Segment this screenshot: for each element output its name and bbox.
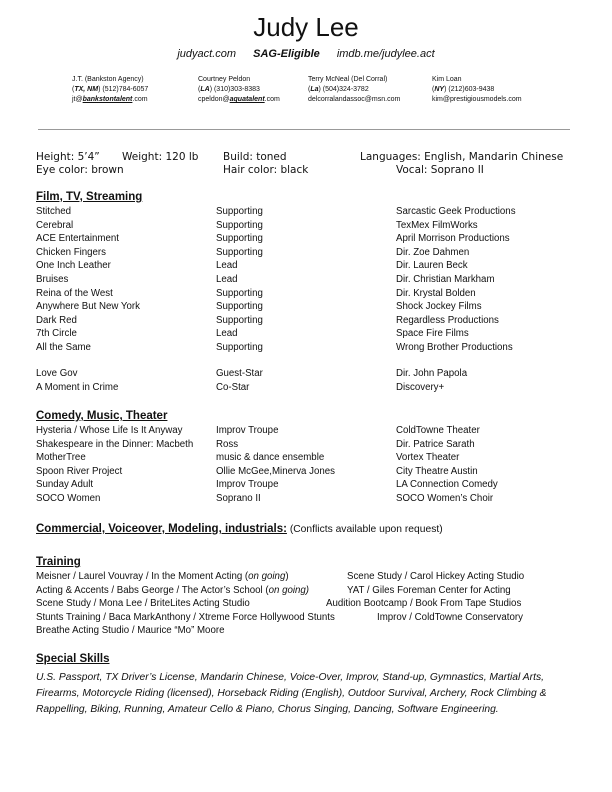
agent-phone: (512)784-6057 (102, 86, 149, 93)
header-links (0, 48, 612, 60)
credit-company: Shock Jockey Films (396, 301, 482, 313)
credit-company: Dir. Zoe Dahmen (396, 246, 470, 258)
training-note: on going) (268, 584, 310, 596)
credit-role: Soprano II (216, 493, 261, 504)
credit-company: Discovery+ (396, 381, 445, 393)
credit-role: Supporting (216, 314, 263, 326)
training-text: Meisner / Laurel Vouvray / In the Moment Acting ( (36, 571, 249, 582)
credit-company: Dir. John Papola (396, 368, 468, 379)
credit-role: Supporting (216, 206, 263, 217)
credit-title: Chicken Fingers (36, 246, 106, 258)
credit-role: Lead (216, 260, 238, 272)
skills-heading: Special Skills (36, 653, 110, 665)
training-text: Scene Study / Mona Lee / BriteLites Acting Studio (36, 598, 250, 610)
imdb-link[interactable]: imdb.me/judylee.act (336, 48, 435, 60)
training-entry (36, 612, 335, 623)
training-entry-right: Audition Bootcamp / Book From Tape Studios (326, 598, 522, 610)
agent-phone: (310)303-8383 (213, 86, 260, 93)
training-entry-right: Scene Study / Carol Hickey Acting Studio (347, 571, 525, 582)
commercial-heading: Commercial, Voiceover, Modeling, industrials: (36, 523, 287, 535)
divider (38, 129, 570, 130)
email-tld: .com (264, 96, 280, 103)
agent-region: NY (434, 86, 445, 93)
training-text: Stunts Training / Baca MarkAnthony / Xtreme Force Hollywood Stunts (36, 611, 335, 623)
credit-title: Sunday Adult (36, 479, 94, 491)
credit-company: Wrong Brother Productions (396, 342, 513, 353)
training-text-end: ) (285, 571, 289, 582)
commercial-note: (Conflicts available upon request) (289, 524, 443, 535)
credit-company: Vortex Theater (396, 452, 460, 464)
email-user[interactable]: kim@prestigiousmodels.com (432, 96, 522, 103)
stat-weight: Weight: 120 lb (122, 151, 199, 163)
commercial-section (36, 523, 443, 535)
stat-languages: Languages: English, Mandarin Chinese (360, 151, 564, 163)
agent-name: Courtney Peldon (198, 76, 251, 83)
credit-title: SOCO Women (36, 493, 101, 504)
credit-title: A Moment in Crime (36, 381, 119, 393)
agent-phone: (212)603-9438 (448, 86, 495, 93)
credit-role: Guest-Star (216, 368, 263, 379)
credit-role: music & dance ensemble (216, 452, 325, 464)
credit-company: City Theatre Austin (396, 465, 478, 477)
stat-height: Height: 5’4” (36, 151, 100, 163)
credit-title: Love Gov (36, 368, 78, 379)
credit-title: Spoon River Project (36, 465, 123, 477)
agent-name: Kim Loan (432, 76, 462, 83)
credit-title: MotherTree (36, 452, 86, 464)
training-entry-right: Improv / ColdTowne Conservatory (377, 611, 523, 623)
credit-title: Dark Red (36, 314, 77, 326)
comedy-heading: Comedy, Music, Theater (36, 410, 168, 422)
credit-title: Reina of the West (36, 287, 113, 299)
agent-phone-line: (La) (504)324-3782 (308, 86, 369, 93)
credit-company: Dir. Lauren Beck (396, 260, 468, 272)
agent-email[interactable] (198, 95, 280, 105)
agent-contact (198, 75, 280, 105)
credit-title: Bruises (36, 274, 69, 285)
email-user[interactable]: delcorralandassoc@msn.com (308, 96, 401, 103)
training-entry (36, 571, 289, 582)
credit-title: Stitched (36, 206, 72, 217)
agent-phone-line: (NY) (212)603-9438 (432, 86, 495, 93)
credit-role: Supporting (216, 219, 263, 231)
credit-title: ACE Entertainment (36, 233, 119, 245)
agent-phone-line: (TX, NM) (512)784-6057 (72, 86, 149, 93)
credit-role: Supporting (216, 301, 263, 313)
credit-title: All the Same (36, 342, 91, 353)
film-heading: Film, TV, Streaming (36, 191, 143, 203)
website-link[interactable]: judyact.com (177, 48, 237, 60)
credit-company: Space Fire Films (396, 328, 469, 340)
agent-region: La (310, 86, 319, 93)
training-text: Acting & Accents / Babs George / The Actor’s School ( (36, 584, 269, 596)
email-user[interactable]: jt@ (72, 96, 83, 103)
credit-company: SOCO Women’s Choir (396, 493, 494, 504)
stat-vocal: Vocal: Soprano II (396, 164, 484, 176)
credit-role: Supporting (216, 342, 263, 353)
credit-role: Supporting (216, 287, 263, 299)
credit-company: LA Connection Comedy (396, 479, 498, 491)
credit-company: TexMex FilmWorks (396, 219, 478, 231)
agent-contact (308, 75, 400, 105)
credit-title: Hysteria / Whose Life Is It Anyway (36, 425, 183, 436)
training-text: Breathe Acting Studio / Maurice “Mo” Moore (36, 625, 225, 637)
credit-company: Dir. Patrice Sarath (396, 438, 475, 450)
email-domain[interactable]: bankstontalent (82, 96, 133, 103)
agent-region: TX, NM (74, 86, 99, 93)
email-domain[interactable]: aquatalent (229, 96, 265, 103)
agent-region: LA (200, 86, 210, 93)
credit-title: One Inch Leather (36, 260, 111, 272)
credit-company: Dir. Krystal Bolden (396, 287, 476, 299)
credit-title: Shakespeare in the Dinner: Macbeth (36, 438, 194, 450)
credit-title: Cerebral (36, 219, 74, 231)
stat-hair: Hair color: black (223, 164, 309, 176)
agent-contact (72, 75, 148, 105)
credit-title: Anywhere But New York (36, 301, 140, 313)
email-user[interactable]: cpeldon@ (198, 96, 230, 103)
training-heading: Training (36, 556, 81, 568)
credit-role: Supporting (216, 233, 263, 245)
agent-email[interactable] (432, 95, 522, 105)
training-entry (36, 625, 224, 636)
email-tld: .com (132, 96, 148, 103)
credit-role: Lead (216, 274, 238, 285)
credit-role: Improv Troupe (216, 425, 279, 436)
agent-name: J.T. (Bankston Agency) (72, 76, 144, 83)
credit-company: Regardless Productions (396, 314, 499, 326)
training-entry-right: YAT / Giles Foreman Center for Acting (347, 584, 511, 596)
credit-role: Ross (216, 438, 239, 450)
training-entry (36, 585, 309, 596)
union-status: SAG-Eligible (253, 48, 320, 60)
actor-name: Judy Lee (253, 12, 359, 42)
credit-role: Co-Star (216, 381, 250, 393)
stat-eye: Eye color: brown (36, 164, 124, 176)
credit-company: ColdTowne Theater (396, 425, 480, 436)
credit-company: Dir. Christian Markham (396, 274, 495, 285)
credit-title: 7th Circle (36, 328, 77, 340)
credit-role: Ollie McGee,Minerva Jones (216, 465, 335, 477)
agent-phone: (504)324-3782 (322, 86, 369, 93)
skills-text: U.S. Passport, TX Driver’s License, Mandarin Chinese, Voice-Over, Improv, Stand-up, Gymnastics, Martial Arts, Firearms, Motorcycle Riding (licensed), Horseback Riding (English), Outdoor Survival, Archery, Rock Climbing & Rappelling, Biking, Running, Amateur Cello & Piano, Chorus Singing, Dancing, Software Engineering. (36, 672, 547, 715)
credit-role: Improv Troupe (216, 479, 279, 491)
agent-name: Terry McNeal (Del Corral) (308, 76, 388, 83)
stat-build: Build: toned (223, 151, 287, 163)
agent-contact (432, 75, 522, 105)
agent-email[interactable] (72, 95, 148, 105)
credit-role: Lead (216, 328, 238, 340)
agent-phone-line: (LA) (310)303-8383 (198, 86, 260, 93)
agent-email[interactable] (308, 95, 400, 105)
credit-role: Supporting (216, 246, 263, 258)
credit-company: Sarcastic Geek Productions (396, 206, 516, 217)
credit-company: April Morrison Productions (396, 233, 510, 245)
training-note: on going (248, 571, 286, 582)
training-entry (36, 598, 250, 609)
